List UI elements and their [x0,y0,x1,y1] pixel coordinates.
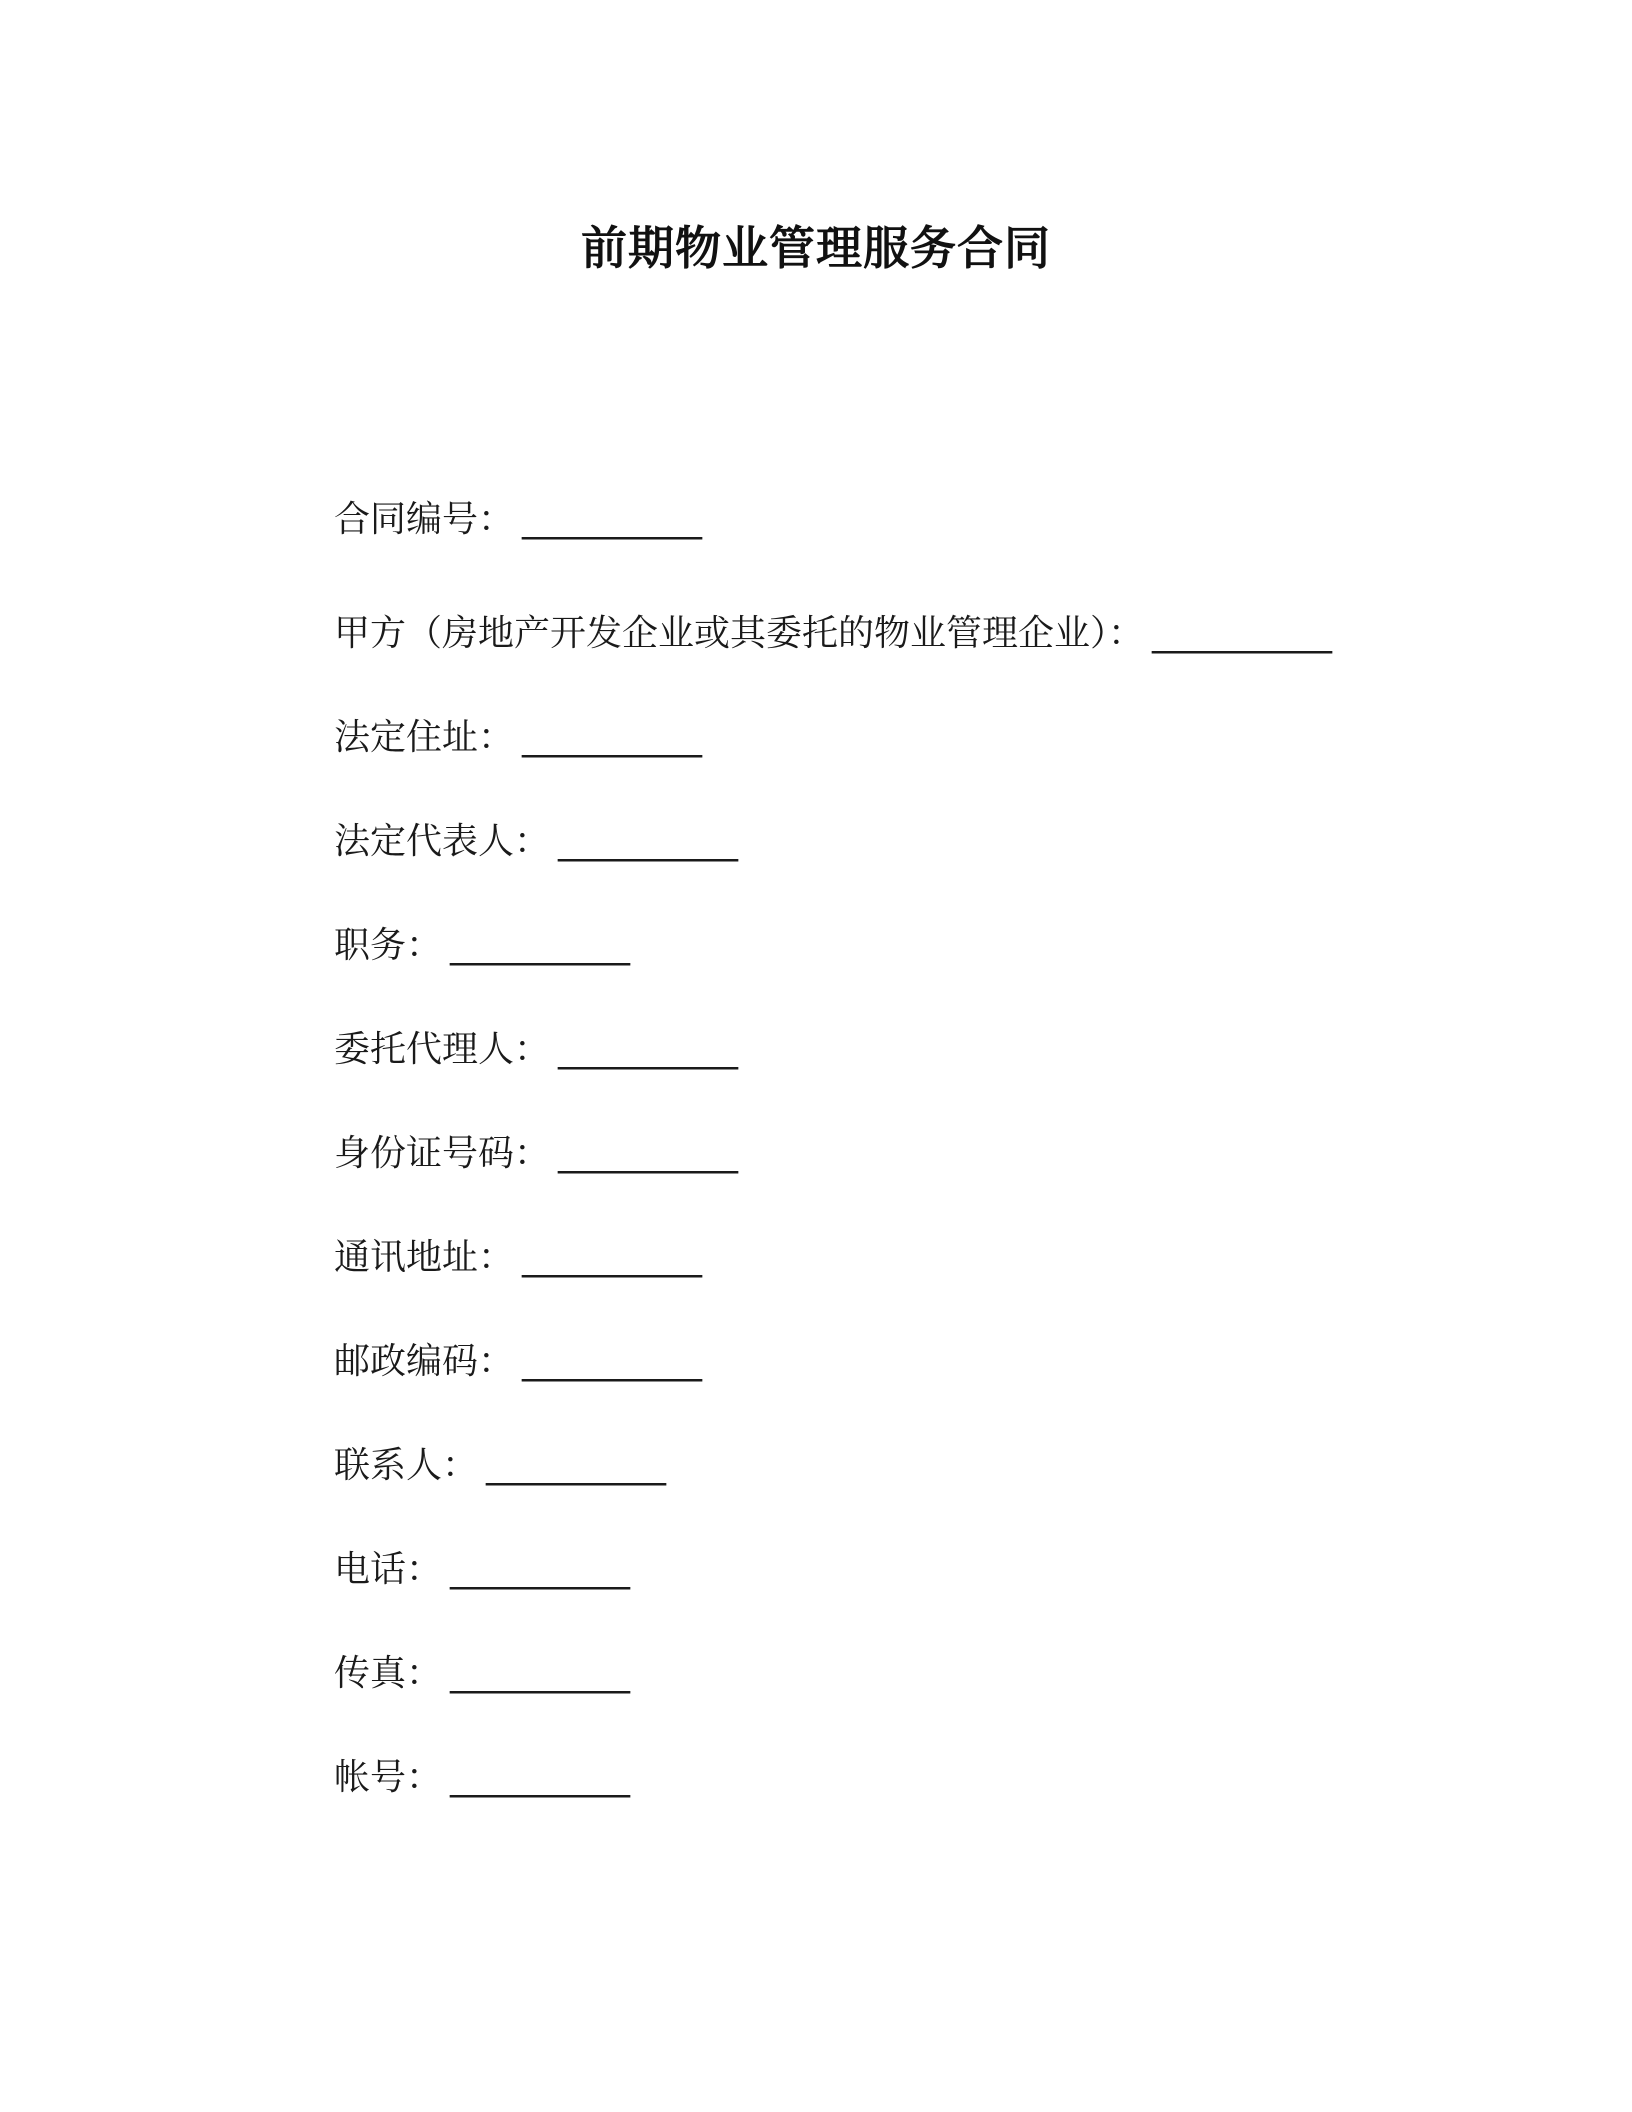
field-label: 邮政编码： [334,1341,515,1382]
field-label: 传真： [334,1653,443,1694]
field-party-a [334,604,1534,708]
field-legal-representative [334,812,1534,916]
field-blank: __________ [522,499,703,540]
field-label: 帐号： [334,1757,443,1798]
field-postal-code [334,1332,1534,1436]
field-blank: __________ [522,717,703,758]
field-legal-address [334,708,1534,812]
field-blank: __________ [558,821,739,862]
document-title: 前期物业管理服务合同 [581,221,1051,275]
field-blank: __________ [450,925,631,966]
field-id-number [334,1124,1534,1228]
field-blank: __________ [450,1549,631,1590]
field-mailing-address [334,1228,1534,1332]
field-label: 合同编号： [334,499,515,540]
field-contract-number [334,490,1534,594]
field-telephone [334,1540,1534,1644]
field-blank: __________ [522,1341,703,1382]
field-blank: __________ [450,1757,631,1798]
field-label: 委托代理人： [334,1029,551,1070]
field-blank: __________ [486,1445,667,1486]
field-blank: __________ [558,1133,739,1174]
party-a-fields [334,490,1534,1852]
field-label: 法定住址： [334,717,515,758]
field-label: 甲方（房地产开发企业或其委托的物业管理企业）： [334,613,1145,654]
field-label: 联系人： [334,1445,479,1486]
field-blank: __________ [1152,613,1333,654]
field-position [334,916,1534,1020]
field-fax [334,1644,1534,1748]
field-contact-person [334,1436,1534,1540]
field-label: 身份证号码： [334,1133,551,1174]
field-authorized-agent [334,1020,1534,1124]
field-label: 通讯地址： [334,1237,515,1278]
field-blank: __________ [450,1653,631,1694]
field-blank: __________ [522,1237,703,1278]
field-label: 职务： [334,925,443,966]
field-label: 法定代表人： [334,821,551,862]
field-account-number [334,1748,1534,1852]
field-blank: __________ [558,1029,739,1070]
field-label: 电话： [334,1549,443,1590]
